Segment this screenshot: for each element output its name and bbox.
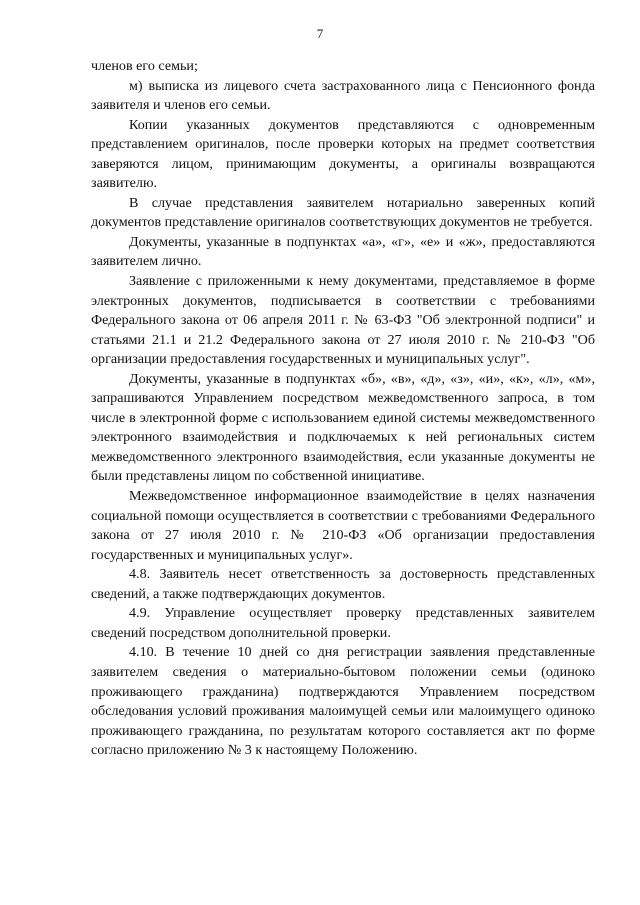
paragraph-continuation: членов его семьи; bbox=[91, 58, 198, 74]
paragraph-electronic-signature: Заявление с приложенными к нему документами, представляемое в форме электронных документов, подписывается в соответствии с требованиями Федерального закона от 06 апреля 2011 г. № 63-ФЗ "Об электронной подписи" и статьями 21.1 и 21.2 Федерального закона от 27 июля 2010 г. № 210-ФЗ "Об организации предоставления государственных и муниципальных услуг". bbox=[91, 273, 595, 368]
paragraph-copies: Копии указанных документов представляются с одновременным представлением оригиналов, после проверки которых на предмет соответствия заверяются лицом, принимающим документы, а оригиналы возвращаются заявителю. bbox=[91, 116, 595, 192]
paragraph-item-m: м) выписка из лицевого счета застрахованного лица с Пенсионного фонда заявителя и членов его семьи. bbox=[91, 77, 595, 114]
paragraph-personal-documents: Документы, указанные в подпунктах «а», «г», «е» и «ж», предоставляются заявителем лично. bbox=[91, 233, 595, 270]
paragraph-4-10: 4.10. В течение 10 дней со дня регистрации заявления представленные заявителем сведения о материально-бытовом положении семьи (одиноко проживающего гражданина) подтверждаются Управлением посредством обследования условий проживания малоимущей семьи или малоимущего одиноко проживающего гражданина, по результатам которого составляется акт по форме согласно приложению № 3 к настоящему Положению. bbox=[91, 644, 595, 759]
page-number: 7 bbox=[316, 26, 324, 41]
paragraph-interagency-request: Документы, указанные в подпунктах «б», «в», «д», «з», «и», «к», «л», «м», запрашиваются Управлением посредством межведомственного запроса, в том числе в электронной форме с использованием единой системы межведомственного электронного взаимодействия и подключаемых к ней региональных систем межведомственного электронного взаимодействия, если указанные документы не были представлены лицом по собственной инициативе. bbox=[91, 370, 595, 485]
paragraph-interagency-cooperation: Межведомственное информационное взаимодействие в целях назначения социальной помощи осуществляется в соответствии с требованиями Федерального закона от 27 июля 2010 г. № 210-ФЗ «Об организации предоставления государственных и муниципальных услуг». bbox=[91, 488, 595, 563]
paragraph-4-8: 4.8. Заявитель несет ответственность за достоверность представленных сведений, а также подтверждающих документов. bbox=[91, 566, 595, 602]
paragraph-notarized: В случае представления заявителем нотариально заверенных копий документов представление оригиналов соответствующих документов не требуется. bbox=[91, 194, 595, 231]
paragraph-4-9: 4.9. Управление осуществляет проверку представленных заявителем сведений посредством дополнительной проверки. bbox=[91, 605, 595, 641]
document-body bbox=[91, 57, 595, 761]
